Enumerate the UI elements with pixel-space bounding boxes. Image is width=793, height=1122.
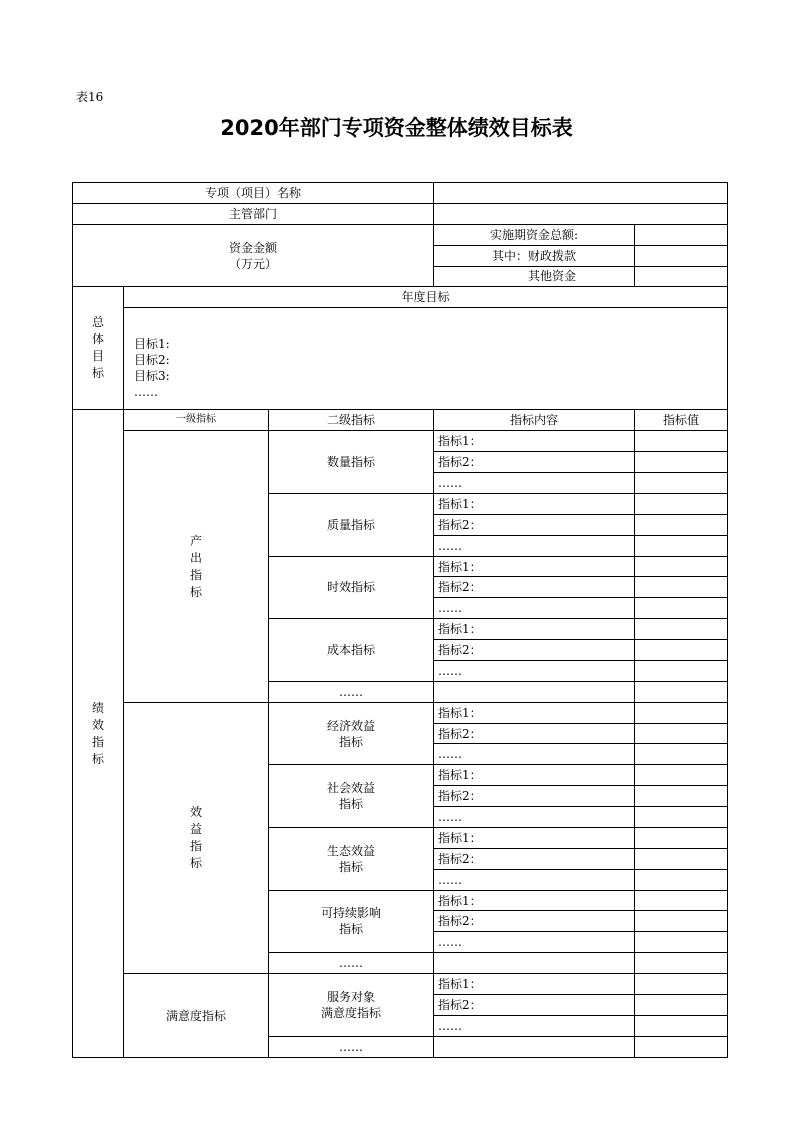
indicator-cell[interactable]: 指标2： xyxy=(434,452,635,473)
header-level1: 一级指标 xyxy=(124,410,269,431)
indicator-value[interactable] xyxy=(635,974,728,995)
indicator-value[interactable] xyxy=(635,598,728,619)
indicator-cell[interactable]: …… xyxy=(434,869,635,890)
indicator-value[interactable] xyxy=(635,994,728,1015)
indicator-value[interactable] xyxy=(635,535,728,556)
funds-label: 资金金额 xyxy=(229,240,278,255)
other-funds-label: 其他资金 xyxy=(434,266,635,287)
output-group xyxy=(124,431,269,702)
indicator-value[interactable] xyxy=(635,493,728,514)
indicator-value[interactable] xyxy=(635,890,728,911)
indicator-cell[interactable]: …… xyxy=(434,473,635,494)
total-funds-value[interactable] xyxy=(635,224,728,245)
overall-goal-side xyxy=(73,287,124,410)
indicator-cell[interactable]: 指标1： xyxy=(434,827,635,848)
service-satisfaction-label xyxy=(269,974,434,1037)
output-group-label: 产出指标 xyxy=(189,533,202,599)
indicator-value[interactable] xyxy=(635,660,728,681)
department-label: 主管部门 xyxy=(73,203,434,224)
indicator-cell[interactable]: 指标2： xyxy=(434,994,635,1015)
indicator-value[interactable] xyxy=(635,744,728,765)
fiscal-funds-value[interactable] xyxy=(635,245,728,266)
indicator-cell[interactable]: …… xyxy=(434,535,635,556)
social-label-line1: 社会效益 xyxy=(327,781,376,796)
indicator-cell[interactable]: 指标1： xyxy=(434,493,635,514)
sustainable-label xyxy=(269,890,434,953)
satisfaction-more-label: …… xyxy=(269,1036,434,1057)
economic-label xyxy=(269,702,434,765)
funds-label-cell xyxy=(73,224,434,287)
indicator-value[interactable] xyxy=(635,911,728,932)
output-more-label: …… xyxy=(269,681,434,702)
ecological-label xyxy=(269,827,434,890)
social-label xyxy=(269,765,434,828)
social-label-line2: 指标 xyxy=(339,797,364,812)
indicator-cell[interactable]: 指标2： xyxy=(434,848,635,869)
sustainable-label-line1: 可持续影响 xyxy=(321,906,382,921)
indicator-cell[interactable]: 指标1： xyxy=(434,765,635,786)
indicator-value[interactable] xyxy=(635,619,728,640)
quality-label: 质量指标 xyxy=(269,493,434,556)
indicator-value[interactable] xyxy=(635,786,728,807)
indicator-value[interactable] xyxy=(635,869,728,890)
goal-item: 目标1: xyxy=(134,336,170,351)
indicator-cell[interactable]: 指标1： xyxy=(434,556,635,577)
benefit-group-label: 效益指标 xyxy=(189,804,202,870)
table-number: 表16 xyxy=(76,90,104,104)
indicator-cell[interactable]: …… xyxy=(434,932,635,953)
quantity-label: 数量指标 xyxy=(269,431,434,494)
indicator-cell[interactable]: 指标2： xyxy=(434,911,635,932)
indicator-cell[interactable]: …… xyxy=(434,807,635,828)
service-label-line1: 服务对象 xyxy=(327,989,376,1004)
indicator-cell[interactable]: 指标1： xyxy=(434,431,635,452)
indicator-cell[interactable]: 指标2： xyxy=(434,786,635,807)
indicator-cell[interactable]: 指标1： xyxy=(434,890,635,911)
indicator-cell[interactable] xyxy=(434,953,635,974)
project-name-value[interactable] xyxy=(434,183,728,204)
indicator-value[interactable] xyxy=(635,807,728,828)
indicator-value[interactable] xyxy=(635,452,728,473)
goal-item: …… xyxy=(134,384,158,399)
indicator-cell[interactable] xyxy=(434,1036,635,1057)
indicator-value[interactable] xyxy=(635,953,728,974)
indicator-cell[interactable]: …… xyxy=(434,660,635,681)
indicator-value[interactable] xyxy=(635,702,728,723)
fiscal-funds-label: 其中：财政拨款 xyxy=(434,245,635,266)
ecological-label-line1: 生态效益 xyxy=(327,843,376,858)
other-funds-value[interactable] xyxy=(635,266,728,287)
department-value[interactable] xyxy=(434,203,728,224)
indicator-value[interactable] xyxy=(635,765,728,786)
indicator-cell[interactable]: 指标2： xyxy=(434,640,635,661)
indicator-cell[interactable]: …… xyxy=(434,1015,635,1036)
performance-side xyxy=(73,410,124,1058)
total-funds-label: 实施期资金总额: xyxy=(434,224,635,245)
indicator-value[interactable] xyxy=(635,556,728,577)
indicator-cell[interactable]: 指标2： xyxy=(434,514,635,535)
indicator-cell[interactable]: 指标1： xyxy=(434,974,635,995)
indicator-cell[interactable]: 指标2： xyxy=(434,577,635,598)
indicator-value[interactable] xyxy=(635,431,728,452)
header-value: 指标值 xyxy=(635,410,728,431)
indicator-value[interactable] xyxy=(635,848,728,869)
indicator-cell[interactable]: 指标2： xyxy=(434,723,635,744)
indicator-value[interactable] xyxy=(635,827,728,848)
indicator-value[interactable] xyxy=(635,640,728,661)
performance-side-label: 绩效指标 xyxy=(91,700,104,766)
service-label-line2: 满意度指标 xyxy=(321,1005,382,1020)
performance-goal-table xyxy=(72,182,728,1058)
indicator-cell[interactable]: …… xyxy=(434,744,635,765)
indicator-value[interactable] xyxy=(635,1015,728,1036)
benefit-more-label: …… xyxy=(269,953,434,974)
indicator-cell[interactable]: …… xyxy=(434,598,635,619)
indicator-value[interactable] xyxy=(635,1036,728,1057)
indicator-value[interactable] xyxy=(635,723,728,744)
annual-goal-content[interactable] xyxy=(124,308,728,410)
page-title: 2020年部门专项资金整体绩效目标表 xyxy=(220,116,573,140)
timeliness-label: 时效指标 xyxy=(269,556,434,619)
benefit-group xyxy=(124,702,269,973)
indicator-value[interactable] xyxy=(635,514,728,535)
header-content: 指标内容 xyxy=(434,410,635,431)
indicator-value[interactable] xyxy=(635,681,728,702)
economic-label-line2: 指标 xyxy=(339,734,364,749)
cost-label: 成本指标 xyxy=(269,619,434,682)
header-level2: 二级指标 xyxy=(269,410,434,431)
overall-goal-side-label: 总体目标 xyxy=(91,315,104,381)
indicator-cell[interactable] xyxy=(434,681,635,702)
goal-item: 目标2: xyxy=(134,352,170,367)
indicator-value[interactable] xyxy=(635,577,728,598)
goal-item: 目标3: xyxy=(134,368,170,383)
economic-label-line1: 经济效益 xyxy=(327,718,376,733)
ecological-label-line2: 指标 xyxy=(339,859,364,874)
indicator-value[interactable] xyxy=(635,473,728,494)
sustainable-label-line2: 指标 xyxy=(339,922,364,937)
indicator-value[interactable] xyxy=(635,932,728,953)
indicator-cell[interactable]: 指标1： xyxy=(434,702,635,723)
satisfaction-group-label: 满意度指标 xyxy=(124,974,269,1058)
funds-unit: （万元） xyxy=(229,256,278,271)
indicator-cell[interactable]: 指标1： xyxy=(434,619,635,640)
annual-goal-header: 年度目标 xyxy=(124,287,728,308)
project-name-label: 专项（项目）名称 xyxy=(73,183,434,204)
